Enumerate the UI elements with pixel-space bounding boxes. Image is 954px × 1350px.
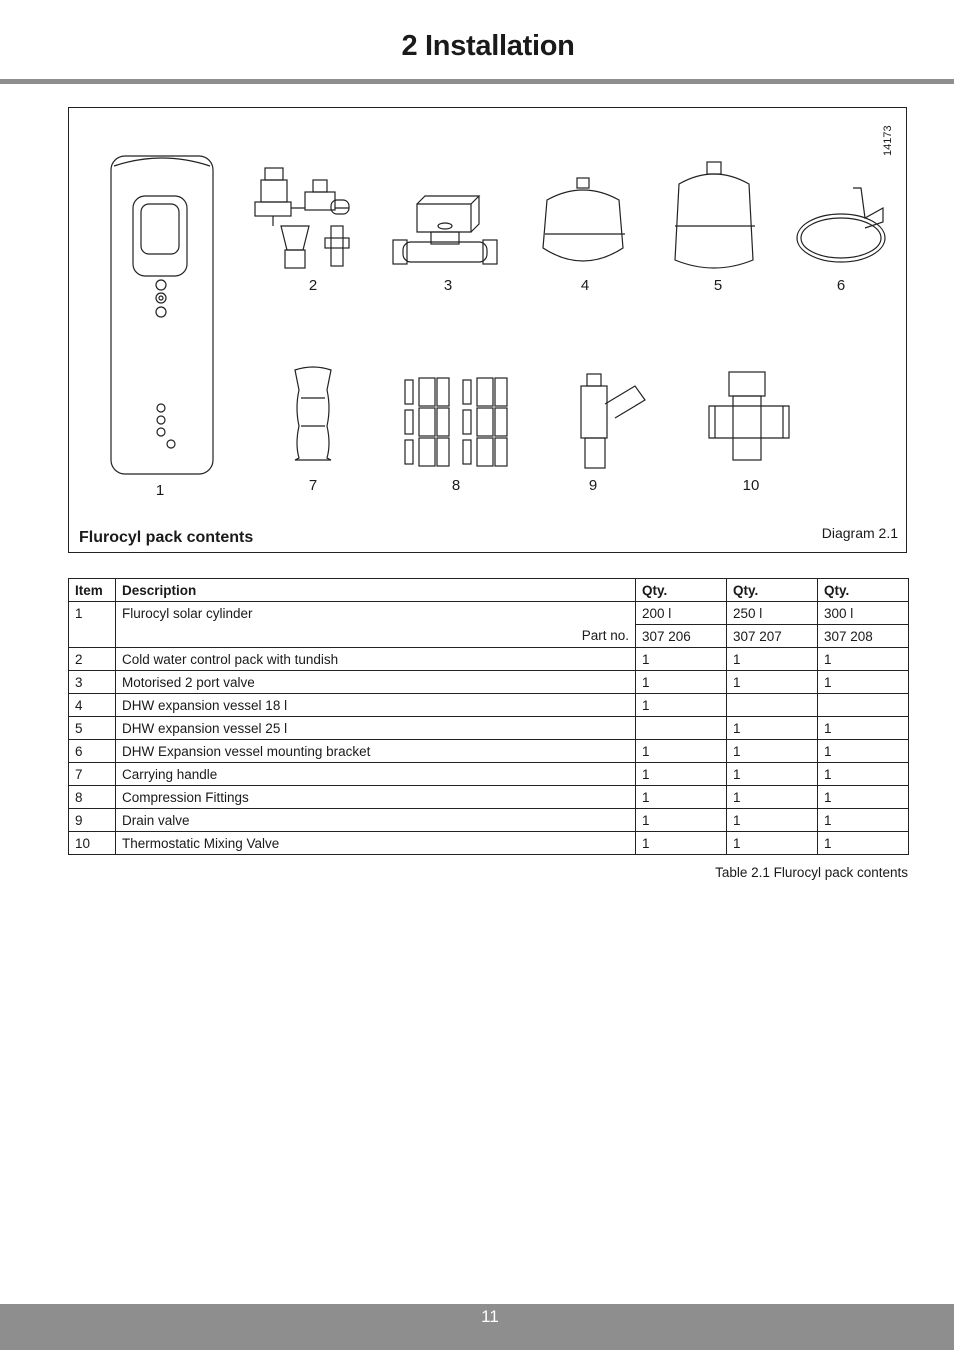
table-body <box>69 648 909 855</box>
cell-qty-1: 1 <box>636 648 727 671</box>
cell-qty-3: 1 <box>818 648 909 671</box>
item-number-2: 2 <box>308 277 318 294</box>
item-number-9: 9 <box>588 477 598 494</box>
header-item: Item <box>69 579 116 602</box>
cell-qty-3: 1 <box>818 717 909 740</box>
cell-description: Flurocyl solar cylinder <box>116 602 636 625</box>
header-qty-1: Qty. <box>636 579 727 602</box>
table-row <box>69 763 909 786</box>
cell-qty-2: 1 <box>727 671 818 694</box>
cell-qty-3: 1 <box>818 763 909 786</box>
table-row <box>69 625 909 648</box>
item-number-4: 4 <box>580 277 590 294</box>
cell-qty-3: 1 <box>818 832 909 855</box>
parts-illustration <box>69 108 906 552</box>
cell-description: Cold water control pack with tundish <box>116 648 636 671</box>
item-number-10: 10 <box>742 477 760 494</box>
item-number-6: 6 <box>836 277 846 294</box>
cell-qty-1: 1 <box>636 671 727 694</box>
cell-description: DHW Expansion vessel mounting bracket <box>116 740 636 763</box>
title-rule <box>0 79 954 84</box>
mounting-bracket-drawing <box>797 188 885 262</box>
expansion-vessel-25-drawing <box>675 162 755 268</box>
item-number-8: 8 <box>451 477 461 494</box>
cell-part-3: 307 208 <box>818 625 909 648</box>
cell-description: Compression Fittings <box>116 786 636 809</box>
header-description: Description <box>116 579 636 602</box>
cell-item: 6 <box>69 740 116 763</box>
table-row <box>69 602 909 625</box>
table-row <box>69 740 909 763</box>
drain-valve-drawing <box>581 374 645 468</box>
table-row <box>69 786 909 809</box>
cell-description: DHW expansion vessel 18 l <box>116 694 636 717</box>
cell-size-3: 300 l <box>818 602 909 625</box>
item-number-7: 7 <box>308 477 318 494</box>
diagram-caption: Flurocyl pack contents <box>79 529 254 546</box>
cell-qty-2: 1 <box>727 763 818 786</box>
cell-item: 5 <box>69 717 116 740</box>
cell-qty-3: 1 <box>818 671 909 694</box>
cell-qty-1: 1 <box>636 832 727 855</box>
diagram-label: Diagram 2.1 <box>821 525 898 541</box>
cell-qty-2: 1 <box>727 648 818 671</box>
cell-qty-3: 1 <box>818 740 909 763</box>
table-row <box>69 694 909 717</box>
cell-part-2: 307 207 <box>727 625 818 648</box>
table-row <box>69 832 909 855</box>
cell-item: 10 <box>69 832 116 855</box>
item-number-5: 5 <box>713 277 723 294</box>
diagram-reference-number: 14173 <box>882 125 894 156</box>
mixing-valve-drawing <box>709 372 789 460</box>
cell-qty-2: 1 <box>727 809 818 832</box>
motorised-valve-drawing <box>393 196 497 264</box>
cell-qty-3 <box>818 694 909 717</box>
header-qty-2: Qty. <box>727 579 818 602</box>
cell-size-1: 200 l <box>636 602 727 625</box>
cell-description: Motorised 2 port valve <box>116 671 636 694</box>
cold-water-pack-drawing <box>255 168 349 268</box>
footer-bar <box>0 1304 954 1350</box>
expansion-vessel-18-drawing <box>543 178 625 261</box>
diagram-box <box>68 107 907 553</box>
cell-qty-1 <box>636 717 727 740</box>
cell-qty-1: 1 <box>636 763 727 786</box>
cell-qty-1: 1 <box>636 740 727 763</box>
item-number-3: 3 <box>443 277 453 294</box>
page-title: 2 Installation <box>401 30 575 62</box>
cell-item: 1 <box>69 602 116 625</box>
cell-qty-2: 1 <box>727 786 818 809</box>
table-caption: Table 2.1 Flurocyl pack contents <box>715 865 908 880</box>
cell-qty-2: 1 <box>727 717 818 740</box>
cell-part-label: Part no. <box>116 625 636 648</box>
cell-qty-2: 1 <box>727 740 818 763</box>
cell-qty-1: 1 <box>636 694 727 717</box>
cell-description: Thermostatic Mixing Valve <box>116 832 636 855</box>
item-number-1: 1 <box>155 482 165 499</box>
cell-size-2: 250 l <box>727 602 818 625</box>
cell-description: Carrying handle <box>116 763 636 786</box>
header-qty-3: Qty. <box>818 579 909 602</box>
carrying-handle-drawing <box>295 367 331 460</box>
cell-qty-1: 1 <box>636 786 727 809</box>
cell-qty-2 <box>727 694 818 717</box>
cell-qty-2: 1 <box>727 832 818 855</box>
table-row <box>69 809 909 832</box>
cell-qty-3: 1 <box>818 809 909 832</box>
compression-fittings-drawing <box>405 378 507 466</box>
cell-item: 8 <box>69 786 116 809</box>
cell-part-1: 307 206 <box>636 625 727 648</box>
cell-description: Drain valve <box>116 809 636 832</box>
cell-item: 9 <box>69 809 116 832</box>
cell-item: 4 <box>69 694 116 717</box>
cell-qty-1: 1 <box>636 809 727 832</box>
cell-item-empty <box>69 625 116 648</box>
cell-item: 2 <box>69 648 116 671</box>
cell-item: 7 <box>69 763 116 786</box>
cell-item: 3 <box>69 671 116 694</box>
table-row <box>69 717 909 740</box>
table-header-row <box>69 579 909 602</box>
cell-qty-3: 1 <box>818 786 909 809</box>
solar-cylinder-drawing <box>111 156 213 474</box>
page-number: 11 <box>481 1307 499 1326</box>
table-row <box>69 648 909 671</box>
table-row <box>69 671 909 694</box>
cell-description: DHW expansion vessel 25 l <box>116 717 636 740</box>
parts-table <box>68 578 909 855</box>
